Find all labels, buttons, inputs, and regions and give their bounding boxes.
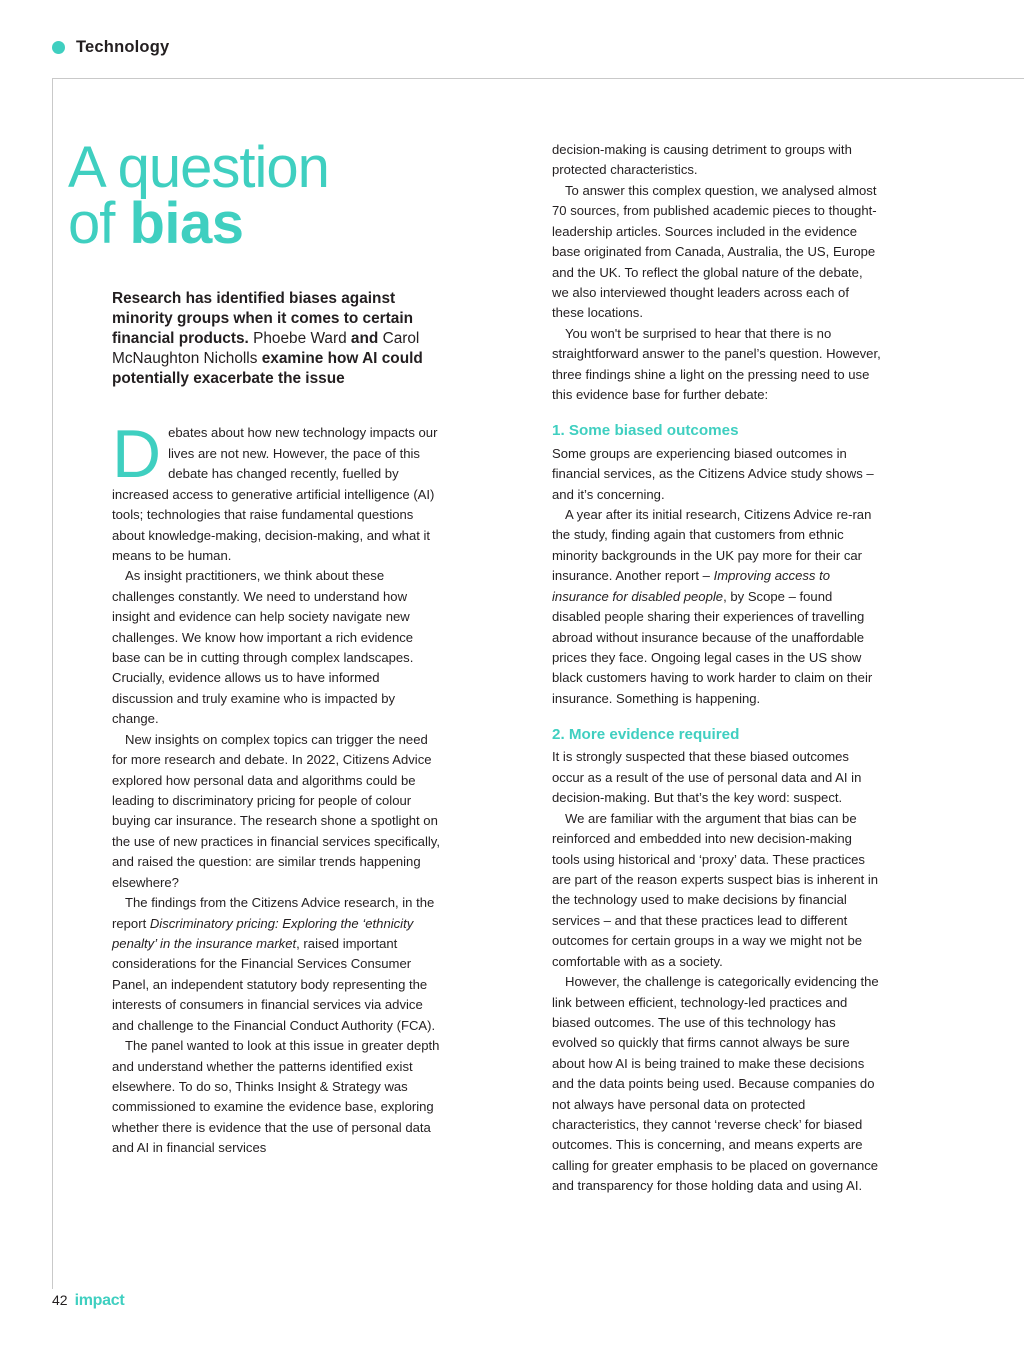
paragraph-10-a: A year after its initial research, Citizens Advice re-ran the study, finding again that customers from ethnic minority backgrounds in the UK pay more for their car insurance. Another report – (552, 506, 872, 584)
report-title-2: Improving access to insurance for disabled people (552, 568, 831, 604)
paragraph-3: New insights on complex topics can trigger the need for more research and debate. In 2022, Citizens Advice explored how personal data and algorithms could be leading to discriminatory pricing for people of colour buying car insurance. The research shone a spotlight on the use of new practices in financial services specifically, and raised the question: are similar trends happening elsewhere? (112, 731, 440, 890)
standfirst-author-2: Carol McNaughton Nicholls (112, 330, 420, 368)
paragraph-9: Some groups are experiencing biased outcomes in financial services, as the Citizens Advice study shows – and it’s concerning. (552, 445, 874, 502)
page-footer (52, 1292, 124, 1310)
title-line-2-prefix: of (68, 190, 130, 256)
standfirst (112, 289, 442, 389)
standfirst-author-1: Phoebe Ward (253, 330, 347, 348)
paragraph-10 (552, 505, 882, 709)
page-title (68, 135, 442, 256)
paragraph-12: We are familiar with the argument that bias can be reinforced and embedded into new decision-making tools using historical and ‘proxy’ data. These practices are part of the reason experts suspect bias is inherent in the technology used to make decisions by financial services – and that these practices lead to different outcomes for certain groups in a way we might not be comfortable with as a society. (552, 810, 879, 969)
title-line-2-bold: bias (129, 190, 244, 256)
standfirst-lead: Research has identified biases against minority groups when it comes to certain financial products. (112, 290, 414, 348)
right-body-text (552, 140, 882, 1197)
paragraph-4-b: , raised important considerations for the Financial Services Consumer Panel, an independent statutory body representing the interests of consumers in financial services via advice and challenge to the Financial Conduct Authority (FCA). (112, 935, 436, 1033)
bullet-dot-icon (52, 41, 65, 54)
paragraph-4-a: The findings from the Citizens Advice research, in the report (112, 895, 435, 931)
drop-cap: D (112, 416, 162, 493)
publication-logo: impact (74, 1292, 125, 1309)
paragraph-11: It is strongly suspected that these biased outcomes occur as a result of the use of personal data and AI in decision-making. But that’s the key word: suspect. (552, 749, 862, 806)
section-header (52, 38, 169, 57)
standfirst-tail: examine how AI could potentially exacerbate the issue (112, 350, 423, 388)
paragraph-10-b: , by Scope – found disabled people sharing their experiences of travelling abroad without insurance because of the unaffordable prices they face. Ongoing legal cases in the US show black customers having to work harder to claim on their insurance. Something is happening. (552, 588, 873, 706)
standfirst-and: and (346, 330, 383, 348)
paragraph-1 (112, 416, 442, 566)
paragraph-4 (112, 893, 442, 1036)
paragraph-2: As insight practitioners, we think about these challenges constantly. We need to understand how insight and evidence can help society navigate new challenges. We know how important a rich evidence base can be in cutting through complex landscapes. Crucially, evidence allows us to have informed discussion and truly examine who is impacted by change. (112, 568, 414, 727)
paragraph-5: The panel wanted to look at this issue in greater depth and understand whether the patterns identified exist elsewhere. To do so, Thinks Insight & Strategy was commissioned to examine the evidence base, exploring whether there is evidence that the use of personal data and AI in financial services (112, 1038, 440, 1156)
paragraph-13: However, the challenge is categorically evidencing the link between efficient, technology-led practices and biased outcomes. The use of this technology has evolved so quickly that firms cannot always be sure about how AI is being trained to make these decisions and the data points being used. Because companies do not always have personal data on protected characteristics, they cannot ‘reverse check’ for biased outcomes. This is concerning, and means experts are calling for greater emphasis to be placed on governance and transparency for those holding data and using AI. (552, 974, 879, 1194)
left-column (68, 135, 442, 1159)
report-title-1: Discriminatory pricing: Exploring the ‘ethnicity penalty’ in the insurance market (112, 915, 414, 951)
subheading-1: 1. Some biased outcomes (552, 422, 739, 440)
title-line-1: A question (68, 135, 329, 200)
paragraph-8: You won't be surprised to hear that there is no straightforward answer to the panel’s question. However, three findings shine a light on the pressing need to use this evidence base for further debate: (552, 325, 881, 403)
left-vertical-rule (52, 78, 53, 1289)
right-column (552, 140, 882, 1197)
section-label: Technology (76, 38, 170, 56)
paragraph-1-text: ebates about how new technology impacts our lives are not new. However, the pace of this debate has changed recently, fuelled by increased access to generative artificial intelligence (AI) tools; technologies that raise fundamental questions about knowledge-making, decision-making, and what it means to be human. (112, 425, 438, 563)
page-number: 42 (52, 1292, 68, 1308)
subheading-2: 2. More evidence required (552, 726, 740, 744)
header-divider (52, 78, 1024, 79)
paragraph-7: To answer this complex question, we analysed almost 70 sources, from published academic pieces to thought-leadership articles. Sources included in the evidence base originated from Canada, Australia, the US, Europe and the UK. To reflect the global nature of the debate, we also interviewed thought leaders across each of these locations. (552, 182, 877, 321)
left-body-text (112, 416, 442, 1158)
paragraph-6: decision-making is causing detriment to groups with protected characteristics. (552, 142, 852, 178)
